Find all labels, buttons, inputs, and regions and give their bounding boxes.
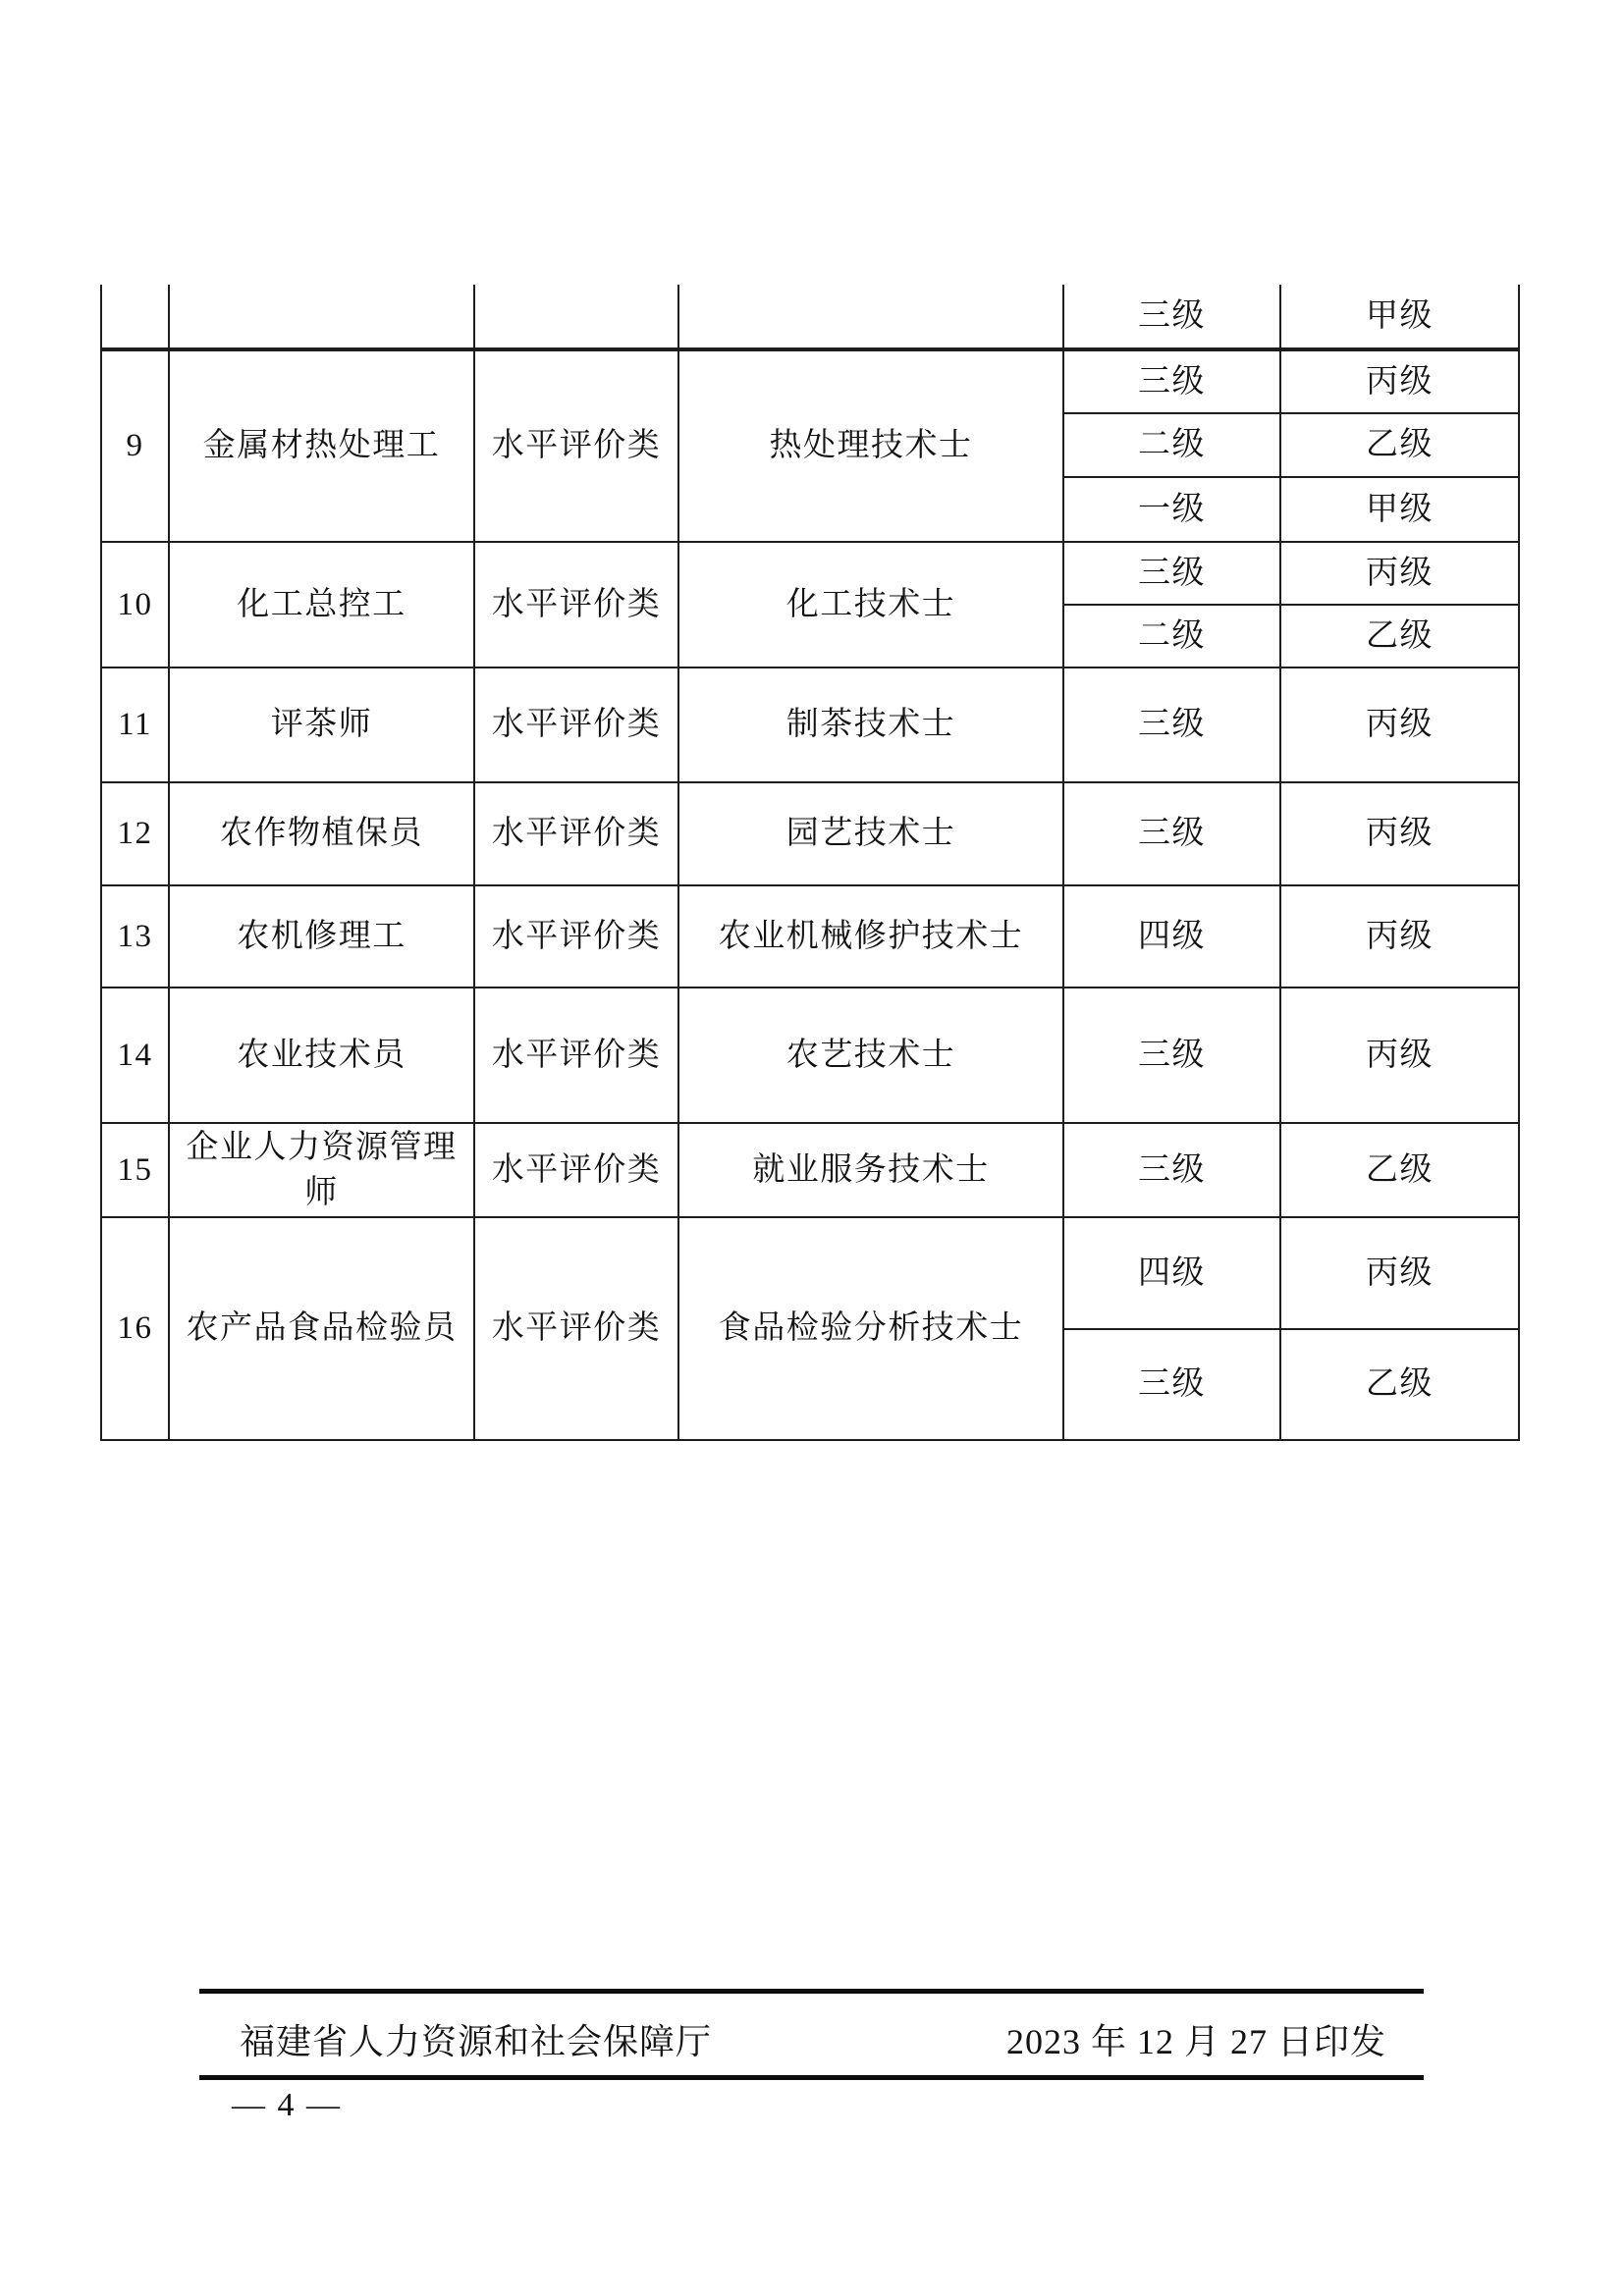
table-cell-grade: 甲级	[1280, 477, 1519, 542]
table-cell-level: 四级	[1063, 1217, 1280, 1329]
footer-divider-top	[199, 1989, 1424, 1994]
table-cell-category: 水平评价类	[474, 667, 678, 782]
table-row	[101, 667, 1519, 782]
table-cell-category: 水平评价类	[474, 1123, 678, 1217]
table-cell-occupation: 评茶师	[169, 667, 474, 782]
table-cell-grade: 丙级	[1280, 988, 1519, 1123]
table-cell-category: 水平评价类	[474, 885, 678, 988]
table-cell-category: 水平评价类	[474, 988, 678, 1123]
table-cell-level: 三级	[1063, 667, 1280, 782]
table-cell-no: 12	[101, 782, 169, 885]
table-cell-category: 水平评价类	[474, 782, 678, 885]
table-cell-occupation: 化工总控工	[169, 542, 474, 667]
footer-divider-bottom	[199, 2075, 1424, 2080]
table-cell-grade: 丙级	[1280, 542, 1519, 605]
table-cell-grade: 丙级	[1280, 667, 1519, 782]
issuer-name: 福建省人力资源和社会保障厅	[240, 2021, 713, 2061]
table-cell-empty	[101, 285, 169, 349]
table-cell-level: 三级	[1063, 988, 1280, 1123]
table-cell-category: 水平评价类	[474, 542, 678, 667]
table-cell-level: 三级	[1063, 285, 1280, 349]
table-row	[101, 988, 1519, 1123]
table-cell-grade: 乙级	[1280, 1329, 1519, 1440]
table-cell-grade: 乙级	[1280, 413, 1519, 477]
table-cell-level: 三级	[1063, 1123, 1280, 1217]
table-cell-no: 10	[101, 542, 169, 667]
table-cell-no: 14	[101, 988, 169, 1123]
table-cell-no: 15	[101, 1123, 169, 1217]
table-cell-grade: 丙级	[1280, 349, 1519, 413]
table-cell-level: 二级	[1063, 605, 1280, 667]
table-cell-grade: 乙级	[1280, 605, 1519, 667]
table-cell-category: 水平评价类	[474, 1217, 678, 1440]
table-cell-level: 三级	[1063, 1329, 1280, 1440]
table-cell-title: 化工技术士	[678, 542, 1063, 667]
table-cell-level: 一级	[1063, 477, 1280, 542]
table-cell-occupation: 农业技术员	[169, 988, 474, 1123]
table-cell-level: 三级	[1063, 349, 1280, 413]
table-cell-no: 9	[101, 349, 169, 542]
table-cell-no: 16	[101, 1217, 169, 1440]
print-date: 2023 年 12 月 27 日印发	[1005, 2021, 1386, 2061]
table-cell-empty	[678, 285, 1063, 349]
table-cell-category: 水平评价类	[474, 349, 678, 542]
table-cell-level: 四级	[1063, 885, 1280, 988]
table-cell-title: 农艺技术士	[678, 988, 1063, 1123]
table-cell-occupation: 金属材热处理工	[169, 349, 474, 542]
table-cell-occupation: 农作物植保员	[169, 782, 474, 885]
table-cell-title: 制茶技术士	[678, 667, 1063, 782]
table-row	[101, 1217, 1519, 1329]
table-row	[101, 782, 1519, 885]
table-cell-level: 二级	[1063, 413, 1280, 477]
table-cell-occupation: 企业人力资源管理师	[169, 1123, 474, 1217]
table-cell-title: 农业机械修护技术士	[678, 885, 1063, 988]
table-row	[101, 885, 1519, 988]
table-cell-empty	[474, 285, 678, 349]
table-cell-occupation: 农产品食品检验员	[169, 1217, 474, 1440]
table-cell-occupation: 农机修理工	[169, 885, 474, 988]
table-cell-level: 三级	[1063, 542, 1280, 605]
table-cell-level: 三级	[1063, 782, 1280, 885]
occupation-comparison-table	[100, 285, 1520, 1441]
table-cell-grade: 丙级	[1280, 885, 1519, 988]
table-row	[101, 542, 1519, 605]
footer	[199, 2007, 1424, 2070]
table-row-continuation	[101, 285, 1519, 349]
table-cell-title: 食品检验分析技术士	[678, 1217, 1063, 1440]
table-cell-grade: 丙级	[1280, 782, 1519, 885]
table-cell-no: 13	[101, 885, 169, 988]
table-cell-grade: 甲级	[1280, 285, 1519, 349]
table-row	[101, 349, 1519, 413]
table-cell-grade: 乙级	[1280, 1123, 1519, 1217]
table-cell-title: 园艺技术士	[678, 782, 1063, 885]
table-row	[101, 1123, 1519, 1217]
table-cell-title: 热处理技术士	[678, 349, 1063, 542]
table-cell-no: 11	[101, 667, 169, 782]
page-number: — 4 —	[232, 2087, 342, 2123]
table-cell-grade: 丙级	[1280, 1217, 1519, 1329]
table-cell-title: 就业服务技术士	[678, 1123, 1063, 1217]
table-cell-empty	[169, 285, 474, 349]
